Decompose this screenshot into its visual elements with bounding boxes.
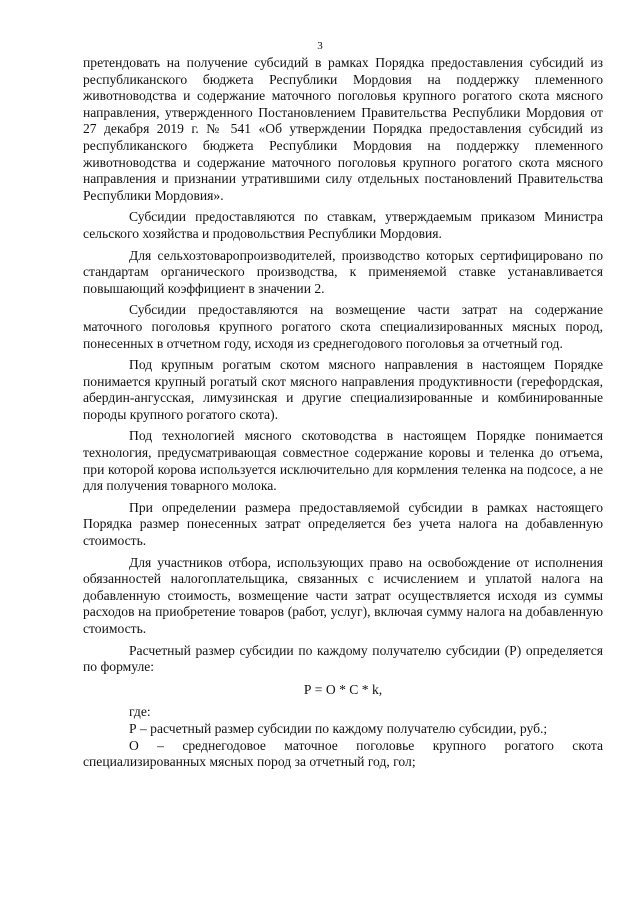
document-body [83,55,603,771]
paragraph-vat-exempt: Для участников отбора, использующих право на освобождение от исполнения обязанностей налогоплательщика, связанных с исчислением и уплатой налога на добавленную стоимость, возмещение части затрат осуществляется исходя из суммы расходов на приобретение товаров (работ, услуг), включая сумму налога на добавленную стоимость. [83,554,603,636]
paragraph-organic-coefficient: Для сельхозтоваропроизводителей, производство которых сертифицировано по стандартам органического производства, к применяемой ставке устанавливается повышающий коэффициент в значении 2. [83,247,603,296]
paragraph-beef-cattle-definition: Под крупным рогатым скотом мясного направления в настоящем Порядке понимается крупный рогатый скот мясного направления продуктивности (герефордская, абердин-ангусская, лимузинская и другие специализированные и комбинированные породы крупного рогатого скота). [83,357,603,422]
page-number: 3 [317,40,323,52]
paragraph-vat-excluded: При определении размера предоставляемой субсидии в рамках настоящего Порядка размер понесенных затрат определяется без учета налога на добавленную стоимость. [83,499,603,549]
paragraph-continuation: претендовать на получение субсидий в рамках Порядка предоставления субсидий из республиканского бюджета Республики Мордовия на поддержку племенного животноводства и содержание маточного поголовья крупного рогатого скота мясного направления, утвержденного Постановлением Правительства Республики Мордовия от 27 декабря 2019 г. № 541 «Об утверждении Порядка предоставления субсидий из республиканского бюджета Республики Мордовия на поддержку племенного животноводства и содержание маточного поголовья крупного рогатого скота мясного направления и признании утратившими силу отдельных постановлений Правительства Республики Мордовия». [83,55,603,203]
paragraph-rates: Субсидии предоставляются по ставкам, утверждаемым приказом Министра сельского хозяйства и продовольствия Республики Мордовия. [83,209,603,241]
definition-p: Р – расчетный размер субсидии по каждому получателю субсидии, руб.; [129,720,548,736]
definition-o: О – среднегодовое маточное поголовье крупного рогатого скота специализированных мясных пород за отчетный год, гол; [83,737,603,770]
subsidy-formula: Р = О * С * k, [303,681,383,697]
paragraph-formula-intro: Расчетный размер субсидии по каждому получателю субсидии (Р) определяется по формуле: [83,642,603,675]
paragraph-technology-definition: Под технологией мясного скотоводства в настоящем Порядке понимается технология, предусматривающая совместное содержание коровы и теленка до отъема, при которой корова используется исключительно для кормления теленка на подсосе, а не для получения товарного молока. [83,428,603,494]
paragraph-cost-reimbursement: Субсидии предоставляются на возмещение части затрат на содержание маточного поголовья крупного рогатого скота специализированных мясных пород, понесенных в отчетном году, исходя из среднегодового поголовья за отчетный год. [83,302,603,351]
formula-where: где: [129,704,151,720]
